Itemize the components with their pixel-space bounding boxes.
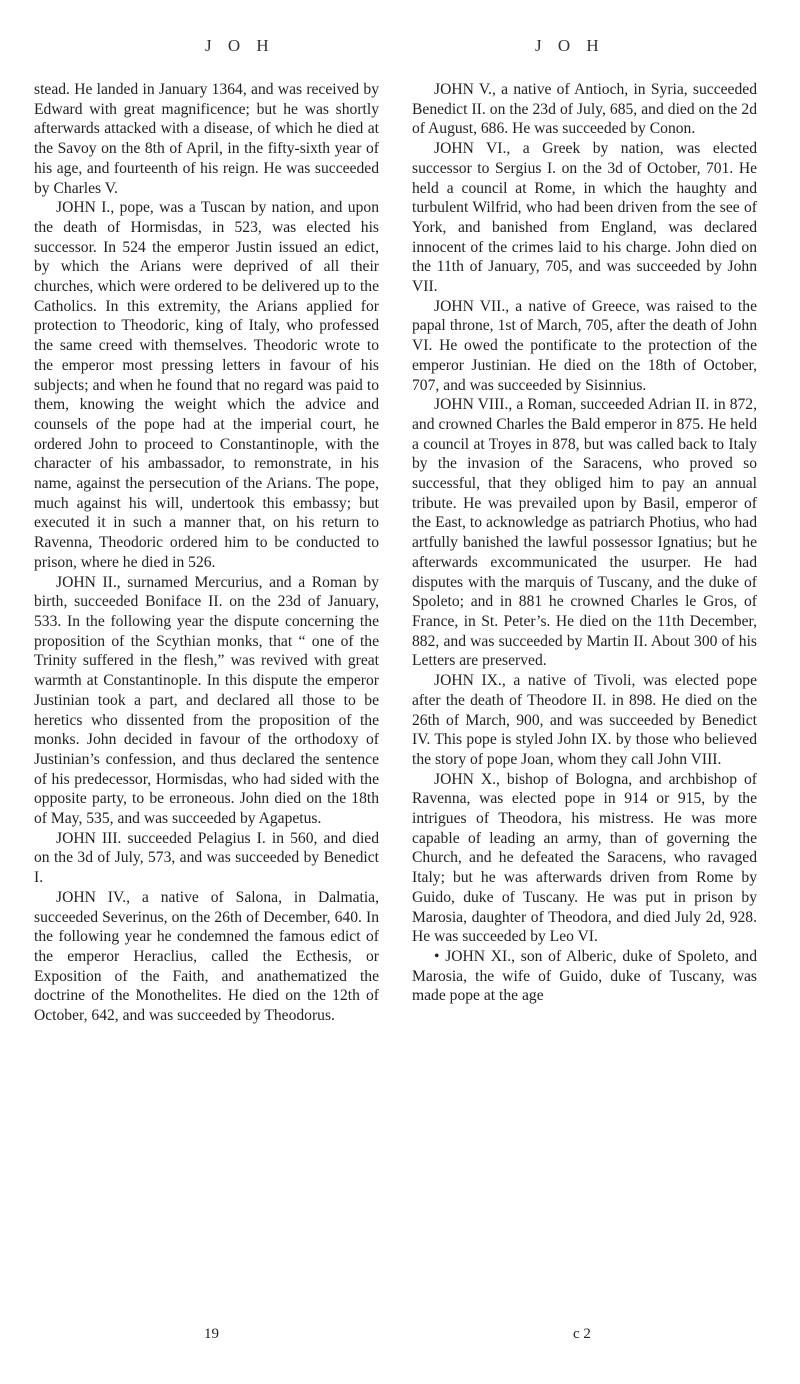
right-column: [412, 80, 757, 1006]
paragraph: JOHN V., a native of Antioch, in Syria, succeeded Benedict II. on the 23d of July, 685, and died on the 2d of August, 686. He was succeeded by Conon.: [412, 81, 757, 138]
paragraph: JOHN IX., a native of Tivoli, was elected pope after the death of Theodore II. in 898. He died on the 26th of March, 900, and was succeeded by Benedict IV. This pope is styled John IX. by those who believed the story of pope Joan, whom they call John VIII.: [412, 672, 757, 768]
paragraph: JOHN VI., a Greek by nation, was elected successor to Sergius I. on the 3d of October, 701. He held a council at Rome, in which the haughty and turbulent Wilfrid, who had been driven from the see of York, and banished from England, was declared innocent of the crimes laid to his charge. John died on the 11th of January, 705, and was succeeded by John VII.: [412, 140, 757, 296]
page-number: 19: [204, 1326, 219, 1342]
paragraph: JOHN III. succeeded Pelagius I. in 560, and died on the 3d of July, 573, and was succeeded by Benedict I.: [34, 829, 379, 887]
left-column: [34, 80, 379, 1026]
paragraph: stead. He landed in January 1364, and was received by Edward with great magnificence; but he was shortly afterwards attacked with a disease, of which he died at the Savoy on the 8th of April, in the fifty-sixth year of his age, and fourteenth of his reign. He was succeeded by Charles V.: [34, 81, 379, 197]
paragraph: JOHN I., pope, was a Tuscan by nation, and upon the death of Hormisdas, in 523, was elected his successor. In 524 the emperor Justin issued an edict, by which the Arians were deprived of all their churches, which were ordered to be delivered up to the Catholics. In this extremity, the Arians applied for protection to Theodoric, king of Italy, who professed the same creed with themselves. Theodoric wrote to the emperor most pressing letters in favour of his subjects; and when he found that no regard was paid to them, knowing the weight which the advice and counsels of the pope had at the imperial court, he ordered John to proceed to Constantinople, with the character of his ambassador, to remonstrate, in his name, against the persecution of the Arians. The pope, much against his will, undertook this embassy; but executed it in such a manner that, on his return to Ravenna, Theodoric ordered him to be conducted to prison, where he died in 526.: [34, 199, 379, 571]
paragraph: JOHN VII., a native of Greece, was raised to the papal throne, 1st of March, 705, after the death of John VI. He owed the pontificate to the protection of the emperor Justinian. He died on the 18th of October, 707, and was succeeded by Sisinnius.: [412, 297, 757, 394]
paragraph: JOHN X., bishop of Bologna, and archbishop of Ravenna, was elected pope in 914 or 915, by the intrigues of Theodora, his mistress. He was more capable of leading an army, than of governing the Church, and he defeated the Saracens, who ravaged Italy; but he was afterwards driven from Rome by Guido, duke of Tuscany. He was put in prison by Marosia, daughter of Theodora, and died July 2d, 928. He was succeeded by Leo VI.: [412, 770, 757, 946]
paragraph: JOHN II., surnamed Mercurius, and a Roman by birth, succeeded Boniface II. on the 23d of January, 533. In the following year the dispute concerning the proposition of the Scythian monks, that “ one of the Trinity suffered in the flesh,” was revived with great warmth at Constantinople. In this dispute the emperor Justinian took a part, and declared all those to be heretics who dissented from the proposition of the monks. John decided in favour of the orthodoxy of Justinian’s confession, and thus declared the sentence of his predecessor, Hormisdas, who had sided with the opposite party, to be erroneous. John died on the 18th of May, 535, and was succeeded by Agapetus.: [34, 573, 379, 828]
paragraph: JOHN VIII., a Roman, succeeded Adrian II. in 872, and crowned Charles the Bald emperor in 875. He held a council at Troyes in 878, but was called back to Italy by the invasion of the Saracens, who proved so successful, that they obliged him to pay an annual tribute. He was prevailed upon by Basil, emperor of the East, to acknowledge as patriarch Photius, who had artfully banished the lawful possessor Ignatius; but he afterwards excommunicated the usurper. He had disputes with the marquis of Tuscany, and the duke of Spoleto; and in 881 he crowned Charles le Gros, of France, in St. Peter’s. He died on the 11th December, 882, and was succeeded by Martin II. About 300 of his Letters are preserved.: [412, 396, 757, 670]
running-head-right: J O H: [535, 36, 605, 55]
paragraph: JOHN IV., a native of Salona, in Dalmatia, succeeded Severinus, on the 26th of December, 640. In the following year he condemned the famous edict of the emperor Heraclius, called the Ecthesis, or Exposition of the Faith, and anathematized the doctrine of the Monothelites. He died on the 12th of October, 642, and was succeeded by Theodorus.: [34, 888, 379, 1025]
running-head-left: J O H: [205, 36, 275, 55]
signature-mark: c 2: [573, 1326, 591, 1342]
paragraph: • JOHN XI., son of Alberic, duke of Spoleto, and Marosia, the wife of Guido, duke of Tuscany, was made pope at the age: [412, 947, 757, 1005]
